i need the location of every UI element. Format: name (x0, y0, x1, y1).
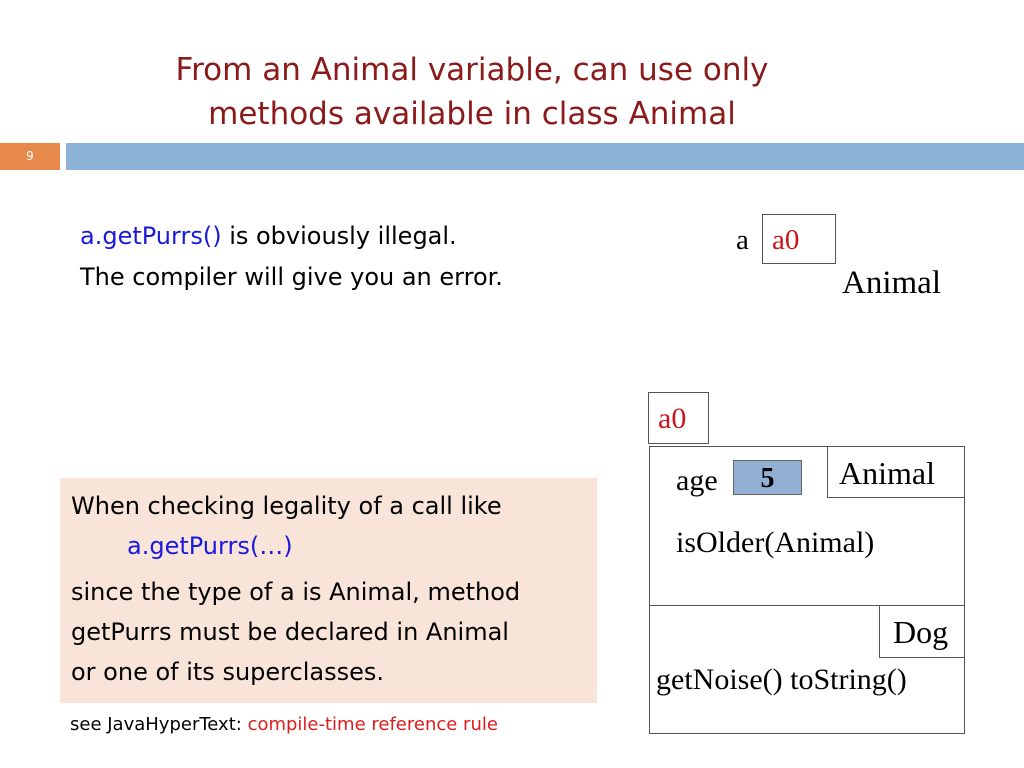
subclass-methods: getNoise() toString() (656, 663, 907, 696)
header-bar (66, 143, 1024, 170)
slide-number: 9 (0, 143, 60, 170)
field-name: age (676, 464, 718, 497)
note-line-3: since the type of a is Animal, method (71, 578, 521, 606)
variable-type: Animal (842, 265, 941, 301)
note-callout (60, 478, 597, 703)
note-call: a.getPurrs(…) (127, 532, 293, 560)
note-line-5: or one of its superclasses. (71, 658, 384, 686)
superclass-methods: isOlder(Animal) (676, 526, 875, 559)
footer-reference (70, 714, 498, 735)
illegal-call: a.getPurrs() (80, 222, 222, 250)
title-line-1: From an Animal variable, can use only (175, 52, 769, 88)
explanation-line-2: The compiler will give you an error. (80, 263, 503, 291)
footer-prefix: see JavaHyperText: (70, 714, 248, 735)
variable-box: a0 (762, 214, 836, 264)
note-line-4: getPurrs must be declared in Animal (71, 618, 509, 646)
explanation-line-1-rest: is obviously illegal. (221, 222, 457, 250)
note-line-1: When checking legality of a call like (71, 492, 502, 520)
explanation-text (80, 216, 503, 298)
explanation-line-1 (80, 216, 503, 257)
title-line-2: methods available in class Animal (208, 96, 736, 132)
variable-name: a (736, 224, 749, 256)
field-value: 5 (733, 460, 802, 495)
reference-link[interactable]: compile-time reference rule (247, 714, 498, 735)
subclass-label: Dog (879, 605, 965, 658)
slide-title (60, 48, 884, 136)
object-name-tab: a0 (648, 392, 709, 444)
superclass-label: Animal (827, 446, 965, 498)
